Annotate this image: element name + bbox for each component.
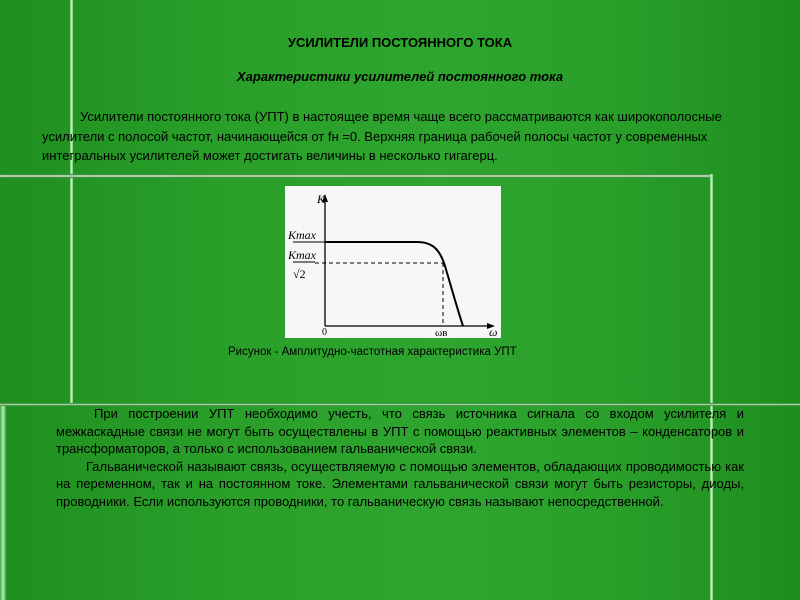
decor-vertical-line-right [710, 174, 713, 600]
kmax-label: Kmax [288, 228, 316, 242]
kmax-sqrt2-numerator: Kmax [288, 248, 316, 262]
slide-subtitle: Характеристики усилителей постоянного тока [236, 69, 564, 84]
galvanic-coupling-paragraph: При построении УПТ необходимо учесть, что связь источника сигнала со входом усилителя и межкаскадные связи не могут быть осуществлены в УПТ с помощью реактивных элементов – конденсаторов и трансформаторов, а только с использованием гальванической связи. [56, 406, 744, 456]
cutoff-frequency-label: ωв [435, 327, 448, 338]
galvanic-definition-paragraph: Гальванической называют связь, осуществляемую с помощью элементов, обладающих проводимостью как на переменном, так и на постоянном токе. Элементами гальванической связи могут быть резисторы, диоды, проводники. Если используются проводники, то гальваническую связь называют непосредственной. [56, 458, 744, 509]
intro-paragraph: Усилители постоянного тока (УПТ) в настоящее время чаще всего рассматриваются как широкополосные усилители с полосой частот, начинающейся от fн =0. Верхняя граница рабочей полосы частот у современных интегральных усилителей может достигать величины в несколько гигагерц. [42, 109, 722, 163]
response-curve [325, 242, 463, 326]
frequency-response-figure [285, 186, 501, 338]
kmax-sqrt2-denominator: √2 [293, 267, 306, 281]
frequency-response-graph [285, 186, 501, 338]
body-text [56, 405, 744, 510]
decor-vertical-line-bottom-left [0, 406, 6, 600]
y-axis-label: K [317, 192, 326, 206]
x-axis-label: ω [489, 325, 498, 338]
slide-title: УСИЛИТЕЛИ ПОСТОЯННОГО ТОКА [287, 35, 513, 50]
figure-caption: Рисунок - Амплитудно-частотная характеристика УПТ [228, 346, 517, 358]
origin-label: 0 [322, 327, 327, 338]
decor-horizontal-line-top [0, 174, 712, 178]
decor-vertical-line-left [70, 0, 73, 405]
